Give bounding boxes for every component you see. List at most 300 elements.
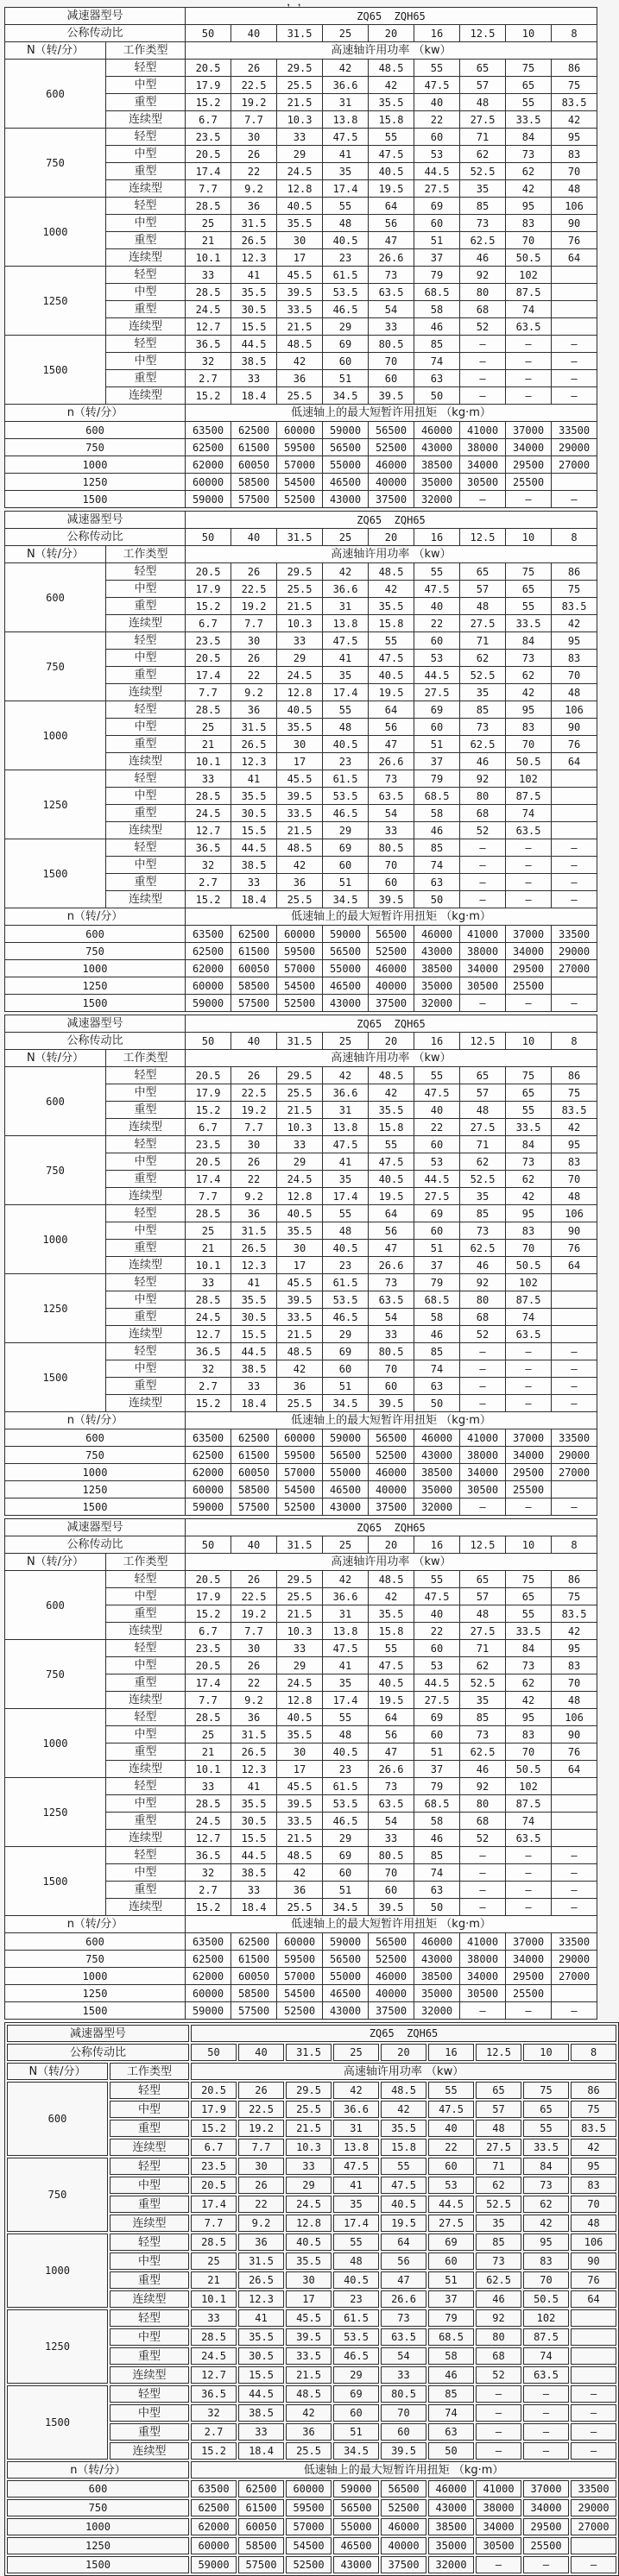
- power-value-cell: 65: [506, 77, 552, 94]
- power-value-cell: [552, 1309, 597, 1326]
- power-value-cell: —: [460, 1360, 506, 1378]
- torque-value-cell: 34000: [476, 2518, 521, 2535]
- torque-speed-header-cell: n（转/分）: [5, 1916, 186, 1933]
- ratio-value-cell: 12.5: [460, 1033, 506, 1050]
- power-value-cell: 83: [552, 1657, 597, 1674]
- torque-value-cell: 43000: [323, 2002, 369, 2020]
- power-value-cell: 42: [369, 1588, 414, 1605]
- torque-section-header-cell: 低速轴上的最大短暂许用扭矩 （kg·m）: [186, 1412, 597, 1429]
- power-value-cell: 50: [414, 1395, 460, 1412]
- torque-value-cell: 29500: [506, 960, 552, 977]
- power-value-cell: 57: [460, 581, 506, 598]
- power-value-cell: 29: [323, 822, 369, 839]
- power-value-cell: [552, 318, 597, 336]
- power-value-cell: 42: [506, 180, 552, 198]
- power-value-cell: 69: [414, 1205, 460, 1222]
- power-value-cell: 51: [414, 232, 460, 249]
- power-value-cell: 27.5: [414, 684, 460, 701]
- worktype-cell: 重型: [106, 1102, 186, 1119]
- torque-speed-value-cell: 1500: [5, 1498, 186, 1516]
- speed-value-cell: 1000: [5, 1709, 106, 1778]
- worktype-cell: 连续型: [106, 387, 186, 405]
- power-value-cell: 69: [323, 839, 369, 857]
- power-value-cell: 40.5: [323, 1744, 369, 1761]
- power-value-cell: 48.5: [369, 1067, 414, 1084]
- power-value-cell: 83: [506, 215, 552, 232]
- worktype-cell: 中型: [110, 2404, 189, 2422]
- power-value-cell: 36: [231, 198, 277, 215]
- power-value-cell: 63.5: [369, 284, 414, 301]
- power-value-cell: 10.1: [186, 753, 231, 770]
- power-value-cell: 25: [186, 719, 231, 736]
- worktype-cell: 重型: [106, 1674, 186, 1692]
- torque-value-cell: 62000: [191, 2518, 237, 2535]
- power-value-cell: 27.5: [460, 1119, 506, 1136]
- speed-value-cell: 1500: [5, 336, 106, 405]
- power-value-cell: 48: [323, 719, 369, 736]
- ratio-value-cell: 40: [231, 25, 277, 42]
- power-value-cell: 63: [414, 1378, 460, 1395]
- power-value-cell: 55: [369, 129, 414, 146]
- power-value-cell: 39.5: [369, 1899, 414, 1916]
- power-value-cell: 17.9: [186, 1084, 231, 1102]
- power-value-cell: 41: [231, 1778, 277, 1795]
- power-value-cell: 34.5: [333, 2442, 379, 2460]
- power-value-cell: 48: [571, 2215, 616, 2232]
- ratio-value-cell: 40: [231, 529, 277, 546]
- torque-value-cell: 57000: [277, 1968, 323, 1985]
- power-value-cell: 17: [286, 2290, 332, 2308]
- power-value-cell: 62.5: [460, 736, 506, 753]
- power-value-cell: 51: [323, 874, 369, 891]
- power-value-cell: 40.5: [323, 736, 369, 753]
- torque-value-cell: 54500: [286, 2537, 332, 2554]
- power-value-cell: 36.6: [323, 1588, 369, 1605]
- power-value-cell: 44.5: [231, 1847, 277, 1864]
- power-value-cell: 54: [369, 301, 414, 318]
- power-value-cell: 33: [231, 370, 277, 387]
- power-row: [5, 1709, 597, 1726]
- power-value-cell: 27.5: [414, 1692, 460, 1709]
- power-value-cell: 33: [231, 1882, 277, 1899]
- power-value-cell: 92: [460, 1778, 506, 1795]
- torque-value-cell: 41000: [460, 1933, 506, 1951]
- power-value-cell: 37: [414, 1761, 460, 1778]
- power-value-cell: 21.5: [277, 822, 323, 839]
- power-value-cell: 50.5: [506, 1761, 552, 1778]
- power-value-cell: 65: [460, 1067, 506, 1084]
- worktype-cell: 轻型: [106, 1205, 186, 1222]
- power-value-cell: 7.7: [231, 1623, 277, 1640]
- power-value-cell: 44.5: [238, 2385, 284, 2403]
- power-value-cell: 31.5: [231, 719, 277, 736]
- power-section-header-cell: 高速轴许用功率 （kw）: [186, 1554, 597, 1571]
- worktype-cell: 轻型: [106, 198, 186, 215]
- torque-speed-value-cell: 1250: [5, 1985, 186, 2002]
- power-value-cell: 83: [552, 146, 597, 163]
- power-value-cell: 37: [414, 1257, 460, 1274]
- power-value-cell: 28.5: [186, 1795, 231, 1813]
- power-value-cell: 64: [552, 249, 597, 267]
- power-value-cell: 29: [323, 1830, 369, 1847]
- torque-speed-value-cell: 1000: [5, 456, 186, 474]
- power-value-cell: 44.5: [428, 2196, 474, 2213]
- power-value-cell: 62: [506, 667, 552, 684]
- torque-value-cell: 46500: [323, 1481, 369, 1498]
- power-value-cell: 48: [460, 598, 506, 615]
- worktype-cell: 重型: [106, 370, 186, 387]
- power-value-cell: 84: [523, 2158, 569, 2175]
- power-value-cell: 9.2: [231, 1692, 277, 1709]
- power-row: [5, 1136, 597, 1153]
- power-value-cell: 40: [414, 1605, 460, 1623]
- torque-value-cell: 61500: [231, 439, 277, 456]
- torque-value-cell: —: [552, 491, 597, 508]
- power-row: [5, 198, 597, 215]
- power-value-cell: 79: [414, 267, 460, 284]
- torque-speed-value-cell: 1000: [7, 2518, 189, 2535]
- power-value-cell: 15.5: [231, 1326, 277, 1343]
- power-value-cell: [552, 1291, 597, 1309]
- power-value-cell: 74: [506, 301, 552, 318]
- torque-value-cell: 41000: [460, 1429, 506, 1447]
- power-value-cell: 48: [552, 180, 597, 198]
- power-value-cell: 60: [323, 1864, 369, 1882]
- worktype-cell: 中型: [110, 2252, 189, 2270]
- power-value-cell: 22.5: [231, 77, 277, 94]
- torque-value-cell: 57000: [286, 2518, 332, 2535]
- torque-value-cell: 62000: [186, 960, 231, 977]
- power-value-cell: 30.5: [231, 1813, 277, 1830]
- power-value-cell: 33.5: [277, 301, 323, 318]
- power-value-cell: 44.5: [414, 163, 460, 180]
- power-row: [5, 1343, 597, 1360]
- power-value-cell: 86: [552, 1571, 597, 1588]
- power-value-cell: 50: [414, 891, 460, 908]
- power-value-cell: 47.5: [414, 77, 460, 94]
- power-value-cell: —: [460, 370, 506, 387]
- power-value-cell: 30: [231, 632, 277, 650]
- power-value-cell: 102: [506, 1274, 552, 1291]
- torque-row: [5, 1429, 597, 1447]
- power-value-cell: 37: [414, 249, 460, 267]
- power-value-cell: [571, 2328, 616, 2346]
- power-value-cell: 71: [460, 1136, 506, 1153]
- ratio-value-cell: 40: [238, 2044, 284, 2061]
- power-value-cell: —: [506, 1395, 552, 1412]
- power-value-cell: 102: [506, 1778, 552, 1795]
- power-value-cell: 69: [323, 336, 369, 353]
- power-value-cell: 54: [381, 2347, 426, 2365]
- power-value-cell: 38.5: [238, 2404, 284, 2422]
- power-value-cell: 23.5: [191, 2158, 237, 2175]
- power-value-cell: 41: [333, 2177, 379, 2194]
- power-value-cell: 53: [414, 650, 460, 667]
- torque-value-cell: 59000: [186, 2002, 231, 2020]
- power-value-cell: 21.5: [277, 1326, 323, 1343]
- power-value-cell: 12.3: [231, 753, 277, 770]
- torque-value-cell: 57500: [238, 2556, 284, 2573]
- power-value-cell: 35.5: [369, 1102, 414, 1119]
- power-value-cell: 68.5: [414, 788, 460, 805]
- torque-value-cell: 59500: [277, 1447, 323, 1464]
- power-value-cell: 73: [460, 1222, 506, 1240]
- ratio-value-cell: 40: [231, 1033, 277, 1050]
- torque-speed-value-cell: 1500: [5, 491, 186, 508]
- torque-value-cell: 43000: [333, 2556, 379, 2573]
- power-value-cell: 47.5: [414, 1588, 460, 1605]
- worktype-cell: 重型: [106, 1605, 186, 1623]
- torque-value-cell: 59000: [186, 1498, 231, 1516]
- power-value-cell: 27.5: [460, 111, 506, 129]
- power-value-cell: 21.5: [277, 1830, 323, 1847]
- power-value-cell: 22: [231, 163, 277, 180]
- power-value-cell: 12.8: [277, 1188, 323, 1205]
- power-value-cell: 24.5: [277, 1171, 323, 1188]
- torque-value-cell: 63500: [186, 926, 231, 943]
- power-value-cell: 10.3: [277, 615, 323, 632]
- power-value-cell: 48.5: [277, 336, 323, 353]
- power-value-cell: 73: [460, 215, 506, 232]
- reducer-spec-table: [4, 1518, 597, 2020]
- power-value-cell: 32: [191, 2404, 237, 2422]
- power-value-cell: 27.5: [414, 180, 460, 198]
- torque-speed-value-cell: 1000: [5, 960, 186, 977]
- worktype-cell: 轻型: [106, 129, 186, 146]
- power-value-cell: 17.9: [191, 2101, 237, 2118]
- power-value-cell: 41: [231, 770, 277, 788]
- speed-value-cell: 1500: [7, 2385, 108, 2460]
- power-value-cell: 69: [414, 198, 460, 215]
- power-value-cell: 33: [381, 2366, 426, 2384]
- power-value-cell: 76: [552, 1744, 597, 1761]
- power-value-cell: 75: [552, 1588, 597, 1605]
- torque-value-cell: 55000: [333, 2518, 379, 2535]
- power-value-cell: 44.5: [414, 667, 460, 684]
- worktype-cell: 重型: [106, 1378, 186, 1395]
- worktype-cell: 轻型: [110, 2309, 189, 2327]
- power-value-cell: 24.5: [286, 2196, 332, 2213]
- power-value-cell: 53.5: [323, 1795, 369, 1813]
- torque-value-cell: 34000: [523, 2499, 569, 2516]
- power-value-cell: 40.5: [277, 198, 323, 215]
- torque-value-cell: —: [460, 2002, 506, 2020]
- power-value-cell: 84: [506, 129, 552, 146]
- speed-value-cell: 1500: [5, 1343, 106, 1412]
- power-value-cell: 33: [286, 2158, 332, 2175]
- power-value-cell: 74: [506, 805, 552, 822]
- power-value-cell: 63.5: [369, 788, 414, 805]
- power-value-cell: 64: [552, 1257, 597, 1274]
- torque-value-cell: 55000: [323, 1968, 369, 1985]
- worktype-cell: 连续型: [106, 318, 186, 336]
- power-value-cell: 33.5: [277, 1309, 323, 1326]
- power-value-cell: 42: [277, 353, 323, 370]
- power-value-cell: 52: [460, 822, 506, 839]
- power-section-header-cell: 高速轴许用功率 （kw）: [186, 546, 597, 563]
- power-value-cell: 7.7: [186, 684, 231, 701]
- power-value-cell: 26: [231, 1571, 277, 1588]
- power-value-cell: 30: [231, 129, 277, 146]
- worktype-cell: 连续型: [106, 615, 186, 632]
- power-section-header-cell: 高速轴许用功率 （kw）: [186, 1050, 597, 1067]
- power-value-cell: 2.7: [186, 1378, 231, 1395]
- torque-value-cell: 57500: [231, 1498, 277, 1516]
- power-value-cell: [552, 284, 597, 301]
- power-value-cell: 83: [506, 1726, 552, 1744]
- power-value-cell: 85: [414, 1343, 460, 1360]
- power-value-cell: —: [506, 874, 552, 891]
- power-value-cell: 15.5: [231, 318, 277, 336]
- worktype-cell: 轻型: [106, 1571, 186, 1588]
- power-value-cell: 73: [369, 1274, 414, 1291]
- power-row: [5, 1640, 597, 1657]
- power-value-cell: [571, 2347, 616, 2365]
- power-value-cell: 47.5: [381, 2177, 426, 2194]
- torque-value-cell: 33500: [552, 1933, 597, 1951]
- torque-value-cell: —: [460, 491, 506, 508]
- ratio-value-cell: 50: [186, 25, 231, 42]
- power-value-cell: 54: [369, 1309, 414, 1326]
- power-value-cell: 15.5: [238, 2366, 284, 2384]
- power-value-cell: 34.5: [323, 891, 369, 908]
- power-value-cell: 57: [476, 2101, 521, 2118]
- power-value-cell: 36.6: [323, 581, 369, 598]
- torque-speed-value-cell: 750: [5, 943, 186, 960]
- speed-value-cell: 750: [5, 1136, 106, 1205]
- power-value-cell: 40: [414, 598, 460, 615]
- power-value-cell: 73: [460, 719, 506, 736]
- power-row: [5, 1067, 597, 1084]
- torque-value-cell: 46500: [333, 2537, 379, 2554]
- power-value-cell: 48: [460, 94, 506, 111]
- torque-value-cell: —: [476, 2556, 521, 2573]
- power-value-cell: 13.8: [333, 2139, 379, 2156]
- power-value-cell: 65: [460, 60, 506, 77]
- torque-value-cell: 62500: [186, 439, 231, 456]
- worktype-cell: 中型: [106, 650, 186, 667]
- power-value-cell: 35: [460, 1692, 506, 1709]
- power-value-cell: 74: [523, 2347, 569, 2365]
- torque-value-cell: 61500: [231, 1447, 277, 1464]
- power-value-cell: 46.5: [333, 2347, 379, 2365]
- torque-value-cell: 46000: [428, 2480, 474, 2497]
- ratio-value-cell: 25: [323, 1033, 369, 1050]
- power-value-cell: 10.3: [277, 1119, 323, 1136]
- torque-value-cell: 46000: [369, 456, 414, 474]
- torque-value-cell: 56500: [323, 943, 369, 960]
- torque-row: [7, 2556, 616, 2573]
- power-value-cell: 32: [186, 1360, 231, 1378]
- torque-speed-value-cell: 600: [5, 422, 186, 439]
- power-value-cell: 50.5: [506, 249, 552, 267]
- power-value-cell: 35: [323, 667, 369, 684]
- torque-value-cell: 29000: [571, 2499, 616, 2516]
- power-value-cell: 57: [460, 77, 506, 94]
- power-value-cell: —: [552, 839, 597, 857]
- power-value-cell: 25: [191, 2252, 237, 2270]
- power-value-cell: 33: [186, 1274, 231, 1291]
- power-value-cell: 68.5: [428, 2328, 474, 2346]
- torque-value-cell: 35000: [414, 1985, 460, 2002]
- worktype-cell: 重型: [106, 805, 186, 822]
- power-value-cell: 61.5: [333, 2309, 379, 2327]
- power-value-cell: 42: [506, 684, 552, 701]
- tables-container: [0, 7, 610, 2576]
- power-value-cell: 19.5: [381, 2215, 426, 2232]
- torque-speed-value-cell: 1000: [5, 1968, 186, 1985]
- power-value-cell: 70: [369, 353, 414, 370]
- power-value-cell: 23.5: [186, 1640, 231, 1657]
- power-value-cell: 30.5: [231, 301, 277, 318]
- power-value-cell: 70: [571, 2196, 616, 2213]
- ratio-value-cell: 16: [428, 2044, 474, 2061]
- worktype-cell: 轻型: [106, 1067, 186, 1084]
- power-row: [5, 129, 597, 146]
- power-value-cell: 15.2: [186, 598, 231, 615]
- power-value-cell: 18.4: [238, 2442, 284, 2460]
- power-value-cell: 74: [506, 1813, 552, 1830]
- power-value-cell: 70: [369, 1864, 414, 1882]
- power-value-cell: 2.7: [186, 1882, 231, 1899]
- torque-value-cell: 27000: [552, 1464, 597, 1481]
- torque-value-cell: 25500: [506, 1985, 552, 2002]
- power-value-cell: 30: [231, 1136, 277, 1153]
- power-value-cell: 35: [333, 2196, 379, 2213]
- torque-speed-header-cell: n（转/分）: [5, 405, 186, 422]
- power-value-cell: 33: [369, 1326, 414, 1343]
- worktype-cell: 轻型: [110, 2234, 189, 2251]
- worktype-cell: 中型: [110, 2177, 189, 2194]
- power-row: [5, 1778, 597, 1795]
- power-value-cell: —: [460, 857, 506, 874]
- torque-row: [5, 943, 597, 960]
- power-value-cell: 74: [506, 1309, 552, 1326]
- power-value-cell: 70: [552, 1171, 597, 1188]
- power-row: [5, 632, 597, 650]
- ratio-label-cell: 公称传动比: [7, 2044, 189, 2061]
- torque-value-cell: —: [506, 491, 552, 508]
- torque-value-cell: 37500: [369, 2002, 414, 2020]
- power-value-cell: 47.5: [323, 632, 369, 650]
- power-value-cell: 48: [323, 1222, 369, 1240]
- power-value-cell: 25.5: [277, 1084, 323, 1102]
- torque-value-cell: 34000: [460, 456, 506, 474]
- power-value-cell: 75: [506, 60, 552, 77]
- power-value-cell: 31: [323, 1605, 369, 1623]
- power-value-cell: 45.5: [286, 2309, 332, 2327]
- power-value-cell: 44.5: [231, 1343, 277, 1360]
- power-value-cell: —: [506, 1882, 552, 1899]
- power-value-cell: 2.7: [186, 874, 231, 891]
- power-value-cell: 73: [460, 1726, 506, 1744]
- power-value-cell: 87.5: [506, 284, 552, 301]
- torque-value-cell: 62000: [186, 1464, 231, 1481]
- power-value-cell: 48.5: [277, 1847, 323, 1864]
- power-value-cell: 36: [231, 1709, 277, 1726]
- torque-speed-value-cell: 1250: [5, 1481, 186, 1498]
- power-value-cell: 56: [369, 719, 414, 736]
- torque-value-cell: 60050: [231, 1464, 277, 1481]
- ratio-value-cell: 20: [369, 1536, 414, 1554]
- power-value-cell: —: [552, 1360, 597, 1378]
- power-value-cell: 31.5: [231, 215, 277, 232]
- power-value-cell: 22.5: [231, 1084, 277, 1102]
- power-value-cell: 63.5: [369, 1795, 414, 1813]
- power-value-cell: 7.7: [186, 180, 231, 198]
- torque-speed-header-cell: n（转/分）: [5, 908, 186, 926]
- torque-speed-value-cell: 1250: [5, 977, 186, 995]
